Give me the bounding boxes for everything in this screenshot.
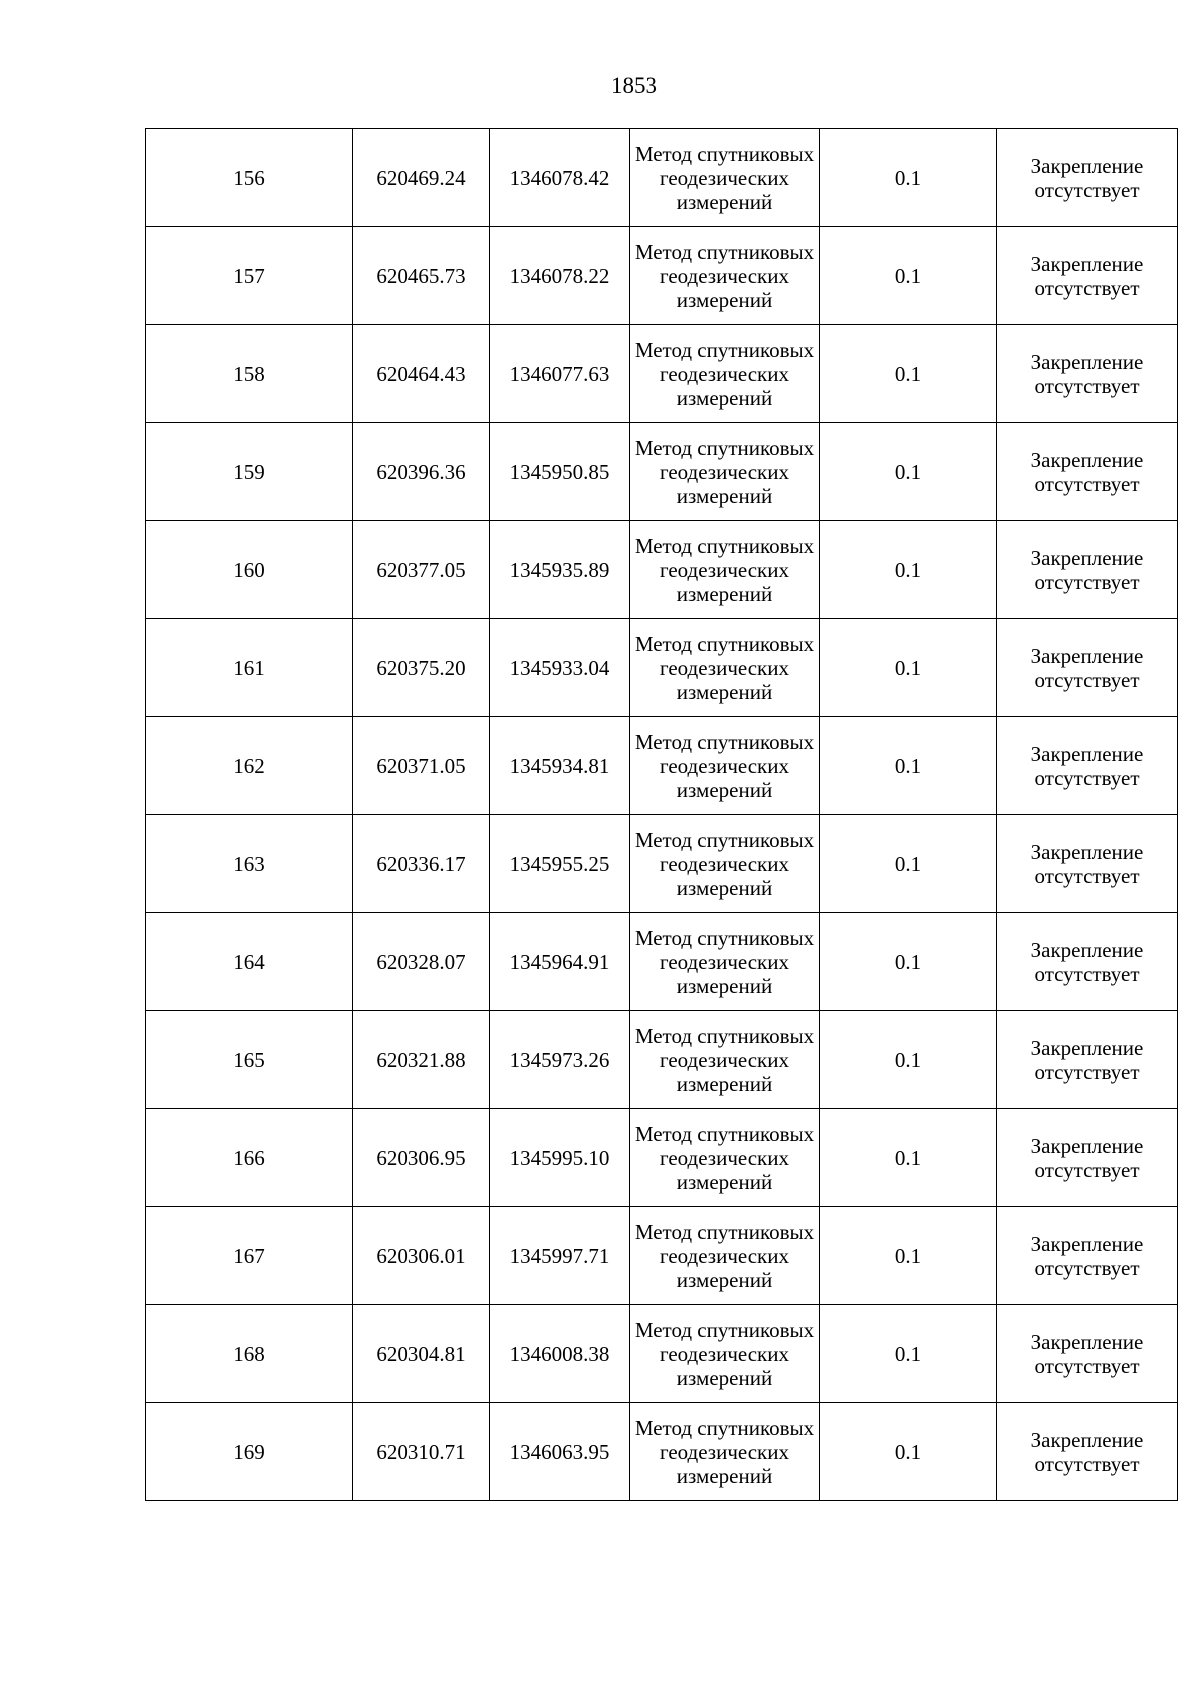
x-coordinate-cell: 620469.24 (353, 129, 490, 227)
accuracy-cell: 0.1 (820, 1207, 997, 1305)
table-row (146, 717, 1178, 815)
fixation-cell: Закрепление отсутствует (997, 717, 1178, 815)
accuracy-cell: 0.1 (820, 1305, 997, 1403)
method-cell: Метод спутниковых геодезических измерений (630, 423, 820, 521)
fixation-cell: Закрепление отсутствует (997, 129, 1178, 227)
accuracy-cell: 0.1 (820, 717, 997, 815)
y-coordinate-cell: 1345995.10 (490, 1109, 630, 1207)
x-coordinate-cell: 620306.01 (353, 1207, 490, 1305)
point-number-cell: 168 (146, 1305, 353, 1403)
table-row (146, 619, 1178, 717)
table-row (146, 815, 1178, 913)
y-coordinate-cell: 1345973.26 (490, 1011, 630, 1109)
x-coordinate-cell: 620371.05 (353, 717, 490, 815)
y-coordinate-cell: 1346077.63 (490, 325, 630, 423)
point-number-cell: 159 (146, 423, 353, 521)
method-cell: Метод спутниковых геодезических измерений (630, 227, 820, 325)
fixation-cell: Закрепление отсутствует (997, 913, 1178, 1011)
fixation-cell: Закрепление отсутствует (997, 1403, 1178, 1501)
method-cell: Метод спутниковых геодезических измерений (630, 1207, 820, 1305)
accuracy-cell: 0.1 (820, 1109, 997, 1207)
coordinates-table-body (146, 129, 1178, 1501)
method-cell: Метод спутниковых геодезических измерений (630, 619, 820, 717)
point-number-cell: 162 (146, 717, 353, 815)
fixation-cell: Закрепление отсутствует (997, 521, 1178, 619)
x-coordinate-cell: 620304.81 (353, 1305, 490, 1403)
fixation-cell: Закрепление отсутствует (997, 815, 1178, 913)
y-coordinate-cell: 1345934.81 (490, 717, 630, 815)
table-row (146, 325, 1178, 423)
point-number-cell: 156 (146, 129, 353, 227)
method-cell: Метод спутниковых геодезических измерений (630, 1109, 820, 1207)
x-coordinate-cell: 620396.36 (353, 423, 490, 521)
method-cell: Метод спутниковых геодезических измерений (630, 1305, 820, 1403)
method-cell: Метод спутниковых геодезических измерений (630, 129, 820, 227)
x-coordinate-cell: 620464.43 (353, 325, 490, 423)
fixation-cell: Закрепление отсутствует (997, 619, 1178, 717)
y-coordinate-cell: 1345950.85 (490, 423, 630, 521)
table-row (146, 1207, 1178, 1305)
fixation-cell: Закрепление отсутствует (997, 1207, 1178, 1305)
y-coordinate-cell: 1345955.25 (490, 815, 630, 913)
point-number-cell: 166 (146, 1109, 353, 1207)
accuracy-cell: 0.1 (820, 423, 997, 521)
y-coordinate-cell: 1346008.38 (490, 1305, 630, 1403)
y-coordinate-cell: 1346063.95 (490, 1403, 630, 1501)
point-number-cell: 157 (146, 227, 353, 325)
table-row (146, 1109, 1178, 1207)
table-row (146, 129, 1178, 227)
accuracy-cell: 0.1 (820, 325, 997, 423)
method-cell: Метод спутниковых геодезических измерений (630, 325, 820, 423)
table-row (146, 227, 1178, 325)
y-coordinate-cell: 1345935.89 (490, 521, 630, 619)
y-coordinate-cell: 1345964.91 (490, 913, 630, 1011)
point-number-cell: 158 (146, 325, 353, 423)
x-coordinate-cell: 620377.05 (353, 521, 490, 619)
point-number-cell: 169 (146, 1403, 353, 1501)
y-coordinate-cell: 1345933.04 (490, 619, 630, 717)
x-coordinate-cell: 620321.88 (353, 1011, 490, 1109)
point-number-cell: 161 (146, 619, 353, 717)
method-cell: Метод спутниковых геодезических измерений (630, 913, 820, 1011)
point-number-cell: 160 (146, 521, 353, 619)
accuracy-cell: 0.1 (820, 1403, 997, 1501)
accuracy-cell: 0.1 (820, 619, 997, 717)
x-coordinate-cell: 620306.95 (353, 1109, 490, 1207)
method-cell: Метод спутниковых геодезических измерений (630, 1403, 820, 1501)
table-row (146, 1403, 1178, 1501)
accuracy-cell: 0.1 (820, 1011, 997, 1109)
accuracy-cell: 0.1 (820, 913, 997, 1011)
fixation-cell: Закрепление отсутствует (997, 1109, 1178, 1207)
table-row (146, 1305, 1178, 1403)
x-coordinate-cell: 620328.07 (353, 913, 490, 1011)
method-cell: Метод спутниковых геодезических измерений (630, 815, 820, 913)
x-coordinate-cell: 620465.73 (353, 227, 490, 325)
table-row (146, 423, 1178, 521)
method-cell: Метод спутниковых геодезических измерений (630, 1011, 820, 1109)
fixation-cell: Закрепление отсутствует (997, 1305, 1178, 1403)
y-coordinate-cell: 1346078.22 (490, 227, 630, 325)
x-coordinate-cell: 620336.17 (353, 815, 490, 913)
point-number-cell: 163 (146, 815, 353, 913)
coordinates-table (145, 128, 1178, 1501)
accuracy-cell: 0.1 (820, 227, 997, 325)
fixation-cell: Закрепление отсутствует (997, 227, 1178, 325)
fixation-cell: Закрепление отсутствует (997, 1011, 1178, 1109)
point-number-cell: 167 (146, 1207, 353, 1305)
fixation-cell: Закрепление отсутствует (997, 325, 1178, 423)
table-row (146, 1011, 1178, 1109)
accuracy-cell: 0.1 (820, 129, 997, 227)
y-coordinate-cell: 1345997.71 (490, 1207, 630, 1305)
method-cell: Метод спутниковых геодезических измерений (630, 521, 820, 619)
point-number-cell: 165 (146, 1011, 353, 1109)
table-row (146, 913, 1178, 1011)
method-cell: Метод спутниковых геодезических измерений (630, 717, 820, 815)
accuracy-cell: 0.1 (820, 815, 997, 913)
table-row (146, 521, 1178, 619)
x-coordinate-cell: 620310.71 (353, 1403, 490, 1501)
fixation-cell: Закрепление отсутствует (997, 423, 1178, 521)
x-coordinate-cell: 620375.20 (353, 619, 490, 717)
accuracy-cell: 0.1 (820, 521, 997, 619)
y-coordinate-cell: 1346078.42 (490, 129, 630, 227)
point-number-cell: 164 (146, 913, 353, 1011)
page-number: 1853 (611, 73, 657, 98)
